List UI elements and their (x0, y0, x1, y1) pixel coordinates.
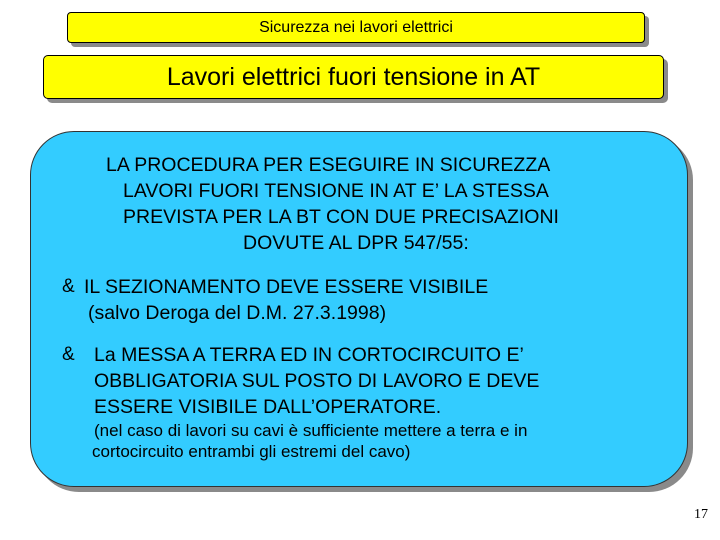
bullet-line: OBBLIGATORIA SUL POSTO DI LAVORO E DEVE (94, 370, 540, 392)
slide-title: Lavori elettrici fuori tensione in AT (166, 62, 541, 91)
bullet-line: (salvo Deroga del D.M. 27.3.1998) (88, 302, 387, 324)
intro-line: LA PROCEDURA PER ESEGUIRE IN SICUREZZA (106, 154, 551, 176)
ampersand-bullet-icon: & (62, 276, 75, 297)
cable-note (92, 420, 672, 462)
intro-text (50, 152, 670, 256)
page-number: 17 (694, 507, 708, 522)
bullet-line: IL SEZIONAMENTO DEVE ESSERE VISIBILE (84, 276, 489, 298)
bullet-item-messa-a-terra (62, 342, 682, 420)
note-line: cortocircuito entrambi gli estremi del cavo) (92, 442, 411, 461)
section-title: Sicurezza nei lavori elettrici (259, 18, 453, 36)
intro-line: PREVISTA PER LA BT CON DUE PRECISAZIONI (123, 206, 559, 228)
bullet-line: La MESSA A TERRA ED IN CORTOCIRCUITO E’ (94, 344, 524, 366)
ampersand-bullet-icon: & (62, 344, 75, 365)
section-title-banner (67, 12, 645, 43)
intro-line: LAVORI FUORI TENSIONE IN AT E’ LA STESSA (123, 180, 549, 202)
bullet-line: ESSERE VISIBILE DALL’OPERATORE. (94, 396, 442, 418)
note-line: (nel caso di lavori su cavi è sufficiente mettere a terra e in (94, 421, 528, 440)
slide-title-banner (43, 55, 664, 99)
bullet-item-sezionamento (62, 274, 682, 326)
intro-line: DOVUTE AL DPR 547/55: (243, 232, 469, 254)
